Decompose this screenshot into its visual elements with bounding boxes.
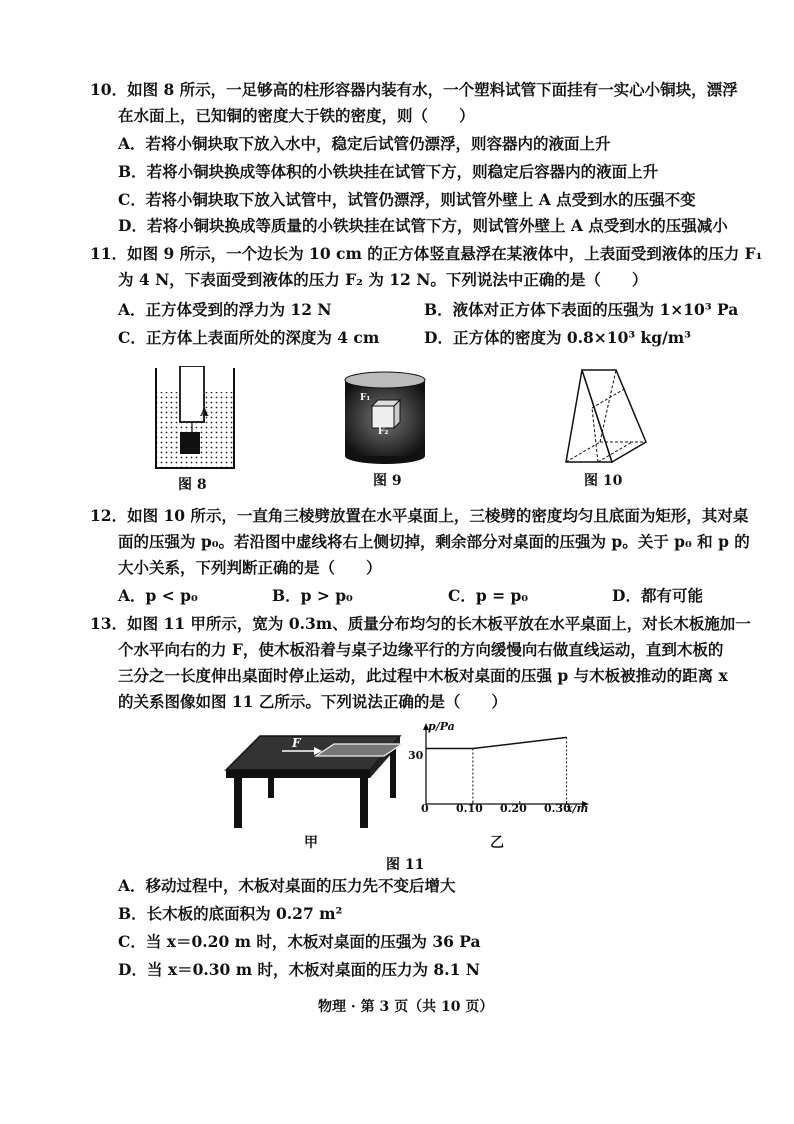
figure-11a-sublabel: 甲 (304, 835, 318, 851)
chart-ylabel: p/Pa (428, 720, 455, 733)
q10-option-a: A．若将小铜块取下放入水中，稳定后试管仍漂浮，则容器内的液面上升 (118, 134, 611, 153)
figure-8-label-a: A (200, 406, 209, 419)
figure-10-caption: 图 10 (584, 473, 623, 489)
figure-8-container-diagram (150, 366, 240, 472)
figure-11-caption: 图 11 (386, 857, 425, 873)
q12-option-c: C．p = p₀ (448, 586, 529, 605)
table-leg-back-left (268, 772, 274, 798)
q11-option-b: B．液体对正方体下表面的压强为 1×10³ Pa (424, 300, 739, 319)
q13-stem-line1: 13．如图 11 甲所示，宽为 0.3m、质量分布均匀的长木板平放在水平桌面上，对长木板施加一 (90, 614, 751, 633)
q12-option-d: D．都有可能 (612, 586, 703, 605)
copper-block (180, 432, 200, 454)
q12-option-a: A．p < p₀ (118, 586, 198, 605)
suspended-cube (372, 400, 400, 428)
chart-xtick-0-20: 0.20 (500, 802, 527, 815)
chart-xtick-0: 0 (421, 802, 429, 815)
chart-xlabel: x/m (566, 802, 589, 815)
q11-option-d: D．正方体的密度为 0.8×10³ kg/m³ (424, 328, 691, 347)
table-leg-front-left (234, 778, 242, 828)
q11-stem-line1: 11．如图 9 所示，一个边长为 10 cm 的正方体竖直悬浮在某液体中，上表面受到液体的压力 F₁ (90, 244, 763, 263)
q12-option-b: B．p > p₀ (272, 586, 353, 605)
table-top-edge (226, 770, 370, 778)
table-leg-front-right (360, 778, 368, 828)
q13-option-c: C．当 x＝0.20 m 时，木板对桌面的压强为 36 Pa (118, 932, 481, 951)
figure-11b-sublabel: 乙 (490, 835, 504, 851)
force-f-label: F (292, 736, 301, 750)
q12-stem-line3: 大小关系，下列判断正确的是（ ） (118, 558, 382, 577)
q13-stem-line3: 三分之一长度伸出桌面时停止运动，此过程中木板对桌面的压强 p 与木板被推动的距离 x (118, 666, 728, 685)
q11-option-a: A．正方体受到的浮力为 12 N (118, 300, 332, 319)
q13-option-a: A．移动过程中，木板对桌面的压力先不变后增大 (118, 876, 456, 895)
q10-option-c: C．若将小铜块取下放入试管中，试管仍漂浮，则试管外壁上 A 点受到水的压强不变 (118, 190, 696, 209)
q13-stem-line2: 个水平向右的力 F，使木板沿着与桌子边缘平行的方向缓慢向右做直线运动，直到木板的 (118, 640, 724, 659)
figure-11a-table-diagram (220, 728, 410, 832)
cylinder-top (345, 372, 425, 388)
q12-stem-line1: 12．如图 10 所示，一直角三棱劈放置在水平桌面上，三棱劈的密度均匀且底面为矩形，其对桌 (90, 506, 749, 525)
q13-option-b: B．长木板的底面积为 0.27 m² (118, 904, 343, 923)
pressure-series-line (426, 737, 567, 748)
chart-xtick-0-10: 0.10 (456, 802, 483, 815)
q11-option-c: C．正方体上表面所处的深度为 4 cm (118, 328, 380, 347)
figure-9-f1-label: F₁ (360, 393, 371, 403)
q10-stem-line1: 10．如图 8 所示，一足够高的柱形容器内装有水，一个塑料试管下面挂有一实心小铜块，漂浮 (90, 80, 738, 99)
chart-xtick-0-30: 0.30 (544, 802, 571, 815)
q12-stem-line2: 面的压强为 p₀。若沿图中虚线将右上侧切掉，剩余部分对桌面的压强为 p。关于 p₀ 和 p 的 (118, 532, 750, 551)
figure-9-caption: 图 9 (373, 473, 402, 489)
page-footer: 物理 · 第 3 页（共 10 页） (318, 999, 494, 1015)
figure-9-cube-in-liquid (340, 370, 430, 466)
figure-9-f2-label: F₂ (378, 427, 389, 437)
q10-option-d: D．若将小铜块换成等质量的小铁块挂在试管下方，则试管外壁上 A 点受到水的压强减小 (118, 216, 728, 235)
q10-option-b: B．若将小铜块换成等体积的小铁块挂在试管下方，则稳定后容器内的液面上升 (118, 162, 659, 181)
q11-stem-line2: 为 4 N，下表面受到液体的压力 F₂ 为 12 N。下列说法中正确的是（ ） (118, 270, 648, 289)
q13-option-d: D．当 x＝0.30 m 时，木板对桌面的压力为 8.1 N (118, 960, 480, 979)
q10-stem-line2: 在水面上，已知铜的密度大于铁的密度，则（ ） (118, 106, 475, 125)
chart-ytick-30: 30 (408, 749, 424, 762)
figure-10-triangular-wedge (562, 368, 652, 468)
figure-8-caption: 图 8 (178, 477, 207, 493)
q13-stem-line4: 的关系图像如图 11 乙所示。下列说法正确的是（ ） (118, 692, 507, 711)
